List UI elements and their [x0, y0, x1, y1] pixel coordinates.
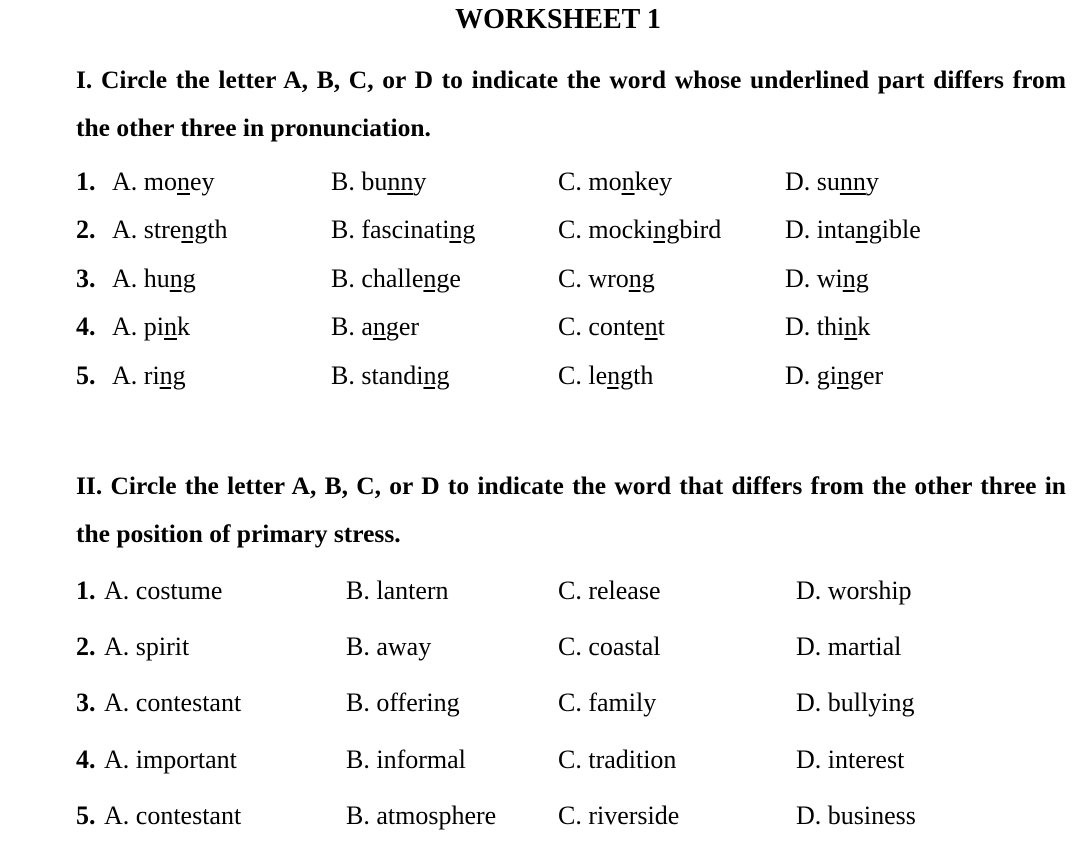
option-d[interactable]: D. think [785, 312, 871, 341]
question-number: 3. [76, 688, 96, 717]
page-title: WORKSHEET 1 [455, 4, 661, 35]
option-d[interactable]: D. wing [785, 264, 869, 293]
question-number: 3. [76, 264, 96, 293]
section-1-question-4 [0, 309, 1090, 345]
question-number: 4. [76, 312, 96, 341]
option-b[interactable]: B. away [346, 632, 432, 661]
option-c[interactable]: C. riverside [558, 801, 680, 830]
underlined-part: nn [839, 167, 866, 196]
underlined-part: ng [169, 264, 196, 293]
option-b[interactable]: B. fascinating [331, 215, 476, 244]
underlined-part: n [177, 167, 191, 196]
option-d[interactable]: D. interest [796, 745, 905, 774]
underlined-part: nn [387, 167, 414, 196]
underlined-part: ng [449, 215, 476, 244]
option-a[interactable]: A. contestant [104, 801, 242, 830]
section-1-instruction: I. Circle the letter A, B, C, or D to indicate the word whose underlined part differs from the other three in pronunciation. [76, 65, 1066, 142]
option-a[interactable]: A. strength [112, 215, 228, 244]
question-number: 1. [76, 167, 96, 196]
option-a[interactable]: A. ring [112, 361, 186, 390]
question-number: 2. [76, 632, 96, 661]
option-c[interactable]: C. tradition [558, 745, 677, 774]
section-1-question-2 [0, 212, 1090, 248]
option-d[interactable]: D. ginger [785, 361, 884, 390]
option-a[interactable]: A. spirit [104, 632, 190, 661]
underlined-part: n [164, 312, 178, 341]
section-2-instruction: II. Circle the letter A, B, C, or D to indicate the word that differs from the other three in the position of primary stress. [76, 471, 1066, 548]
option-c[interactable]: C. mockingbird [558, 215, 722, 244]
underlined-part: ng [181, 215, 208, 244]
section-1-question-1 [0, 164, 1090, 200]
option-a[interactable]: A. pink [112, 312, 191, 341]
section-2-question-4 [0, 742, 1090, 778]
question-number: 5. [76, 801, 96, 830]
option-b[interactable]: B. offering [346, 688, 460, 717]
option-c[interactable]: C. coastal [558, 632, 661, 661]
option-a[interactable]: A. contestant [104, 688, 242, 717]
underlined-part: ng [842, 264, 869, 293]
underlined-part: n [372, 312, 386, 341]
section-2-question-2 [0, 629, 1090, 665]
section-2-question-3 [0, 685, 1090, 721]
option-d[interactable]: D. bullying [796, 688, 915, 717]
section-2-question-1 [0, 573, 1090, 609]
underlined-part: ng [653, 215, 680, 244]
option-b[interactable]: B. challenge [331, 264, 461, 293]
underlined-part: ng [855, 215, 882, 244]
underlined-part: ng [628, 264, 655, 293]
option-c[interactable]: C. family [558, 688, 657, 717]
section-2-question-5 [0, 798, 1090, 834]
option-b[interactable]: B. atmosphere [346, 801, 497, 830]
question-number: 4. [76, 745, 96, 774]
option-a[interactable]: A. hung [112, 264, 196, 293]
option-c[interactable]: C. monkey [558, 167, 673, 196]
section-1-question-3 [0, 261, 1090, 297]
section-1-question-5 [0, 358, 1090, 394]
option-c[interactable]: C. length [558, 361, 654, 390]
option-a[interactable]: A. important [104, 745, 237, 774]
option-a[interactable]: A. costume [104, 576, 223, 605]
option-d[interactable]: D. martial [796, 632, 902, 661]
option-d[interactable]: D. worship [796, 576, 912, 605]
option-b[interactable]: B. standing [331, 361, 450, 390]
question-number: 5. [76, 361, 96, 390]
underlined-part: ng [423, 264, 450, 293]
underlined-part: n [844, 312, 858, 341]
option-b[interactable]: B. bunny [331, 167, 427, 196]
underlined-part: ng [159, 361, 186, 390]
option-b[interactable]: B. informal [346, 745, 466, 774]
question-number: 2. [76, 215, 96, 244]
question-number: 1. [76, 576, 96, 605]
option-b[interactable]: B. lantern [346, 576, 449, 605]
underlined-part: ng [607, 361, 634, 390]
underlined-part: n [644, 312, 658, 341]
option-a[interactable]: A. money [112, 167, 215, 196]
option-b[interactable]: B. anger [331, 312, 420, 341]
option-d[interactable]: D. business [796, 801, 916, 830]
underlined-part: ng [423, 361, 450, 390]
option-c[interactable]: C. content [558, 312, 665, 341]
option-d[interactable]: D. sunny [785, 167, 879, 196]
underlined-part: n [621, 167, 635, 196]
option-d[interactable]: D. intangible [785, 215, 921, 244]
option-c[interactable]: C. wrong [558, 264, 655, 293]
option-c[interactable]: C. release [558, 576, 661, 605]
underlined-part: ng [837, 361, 864, 390]
